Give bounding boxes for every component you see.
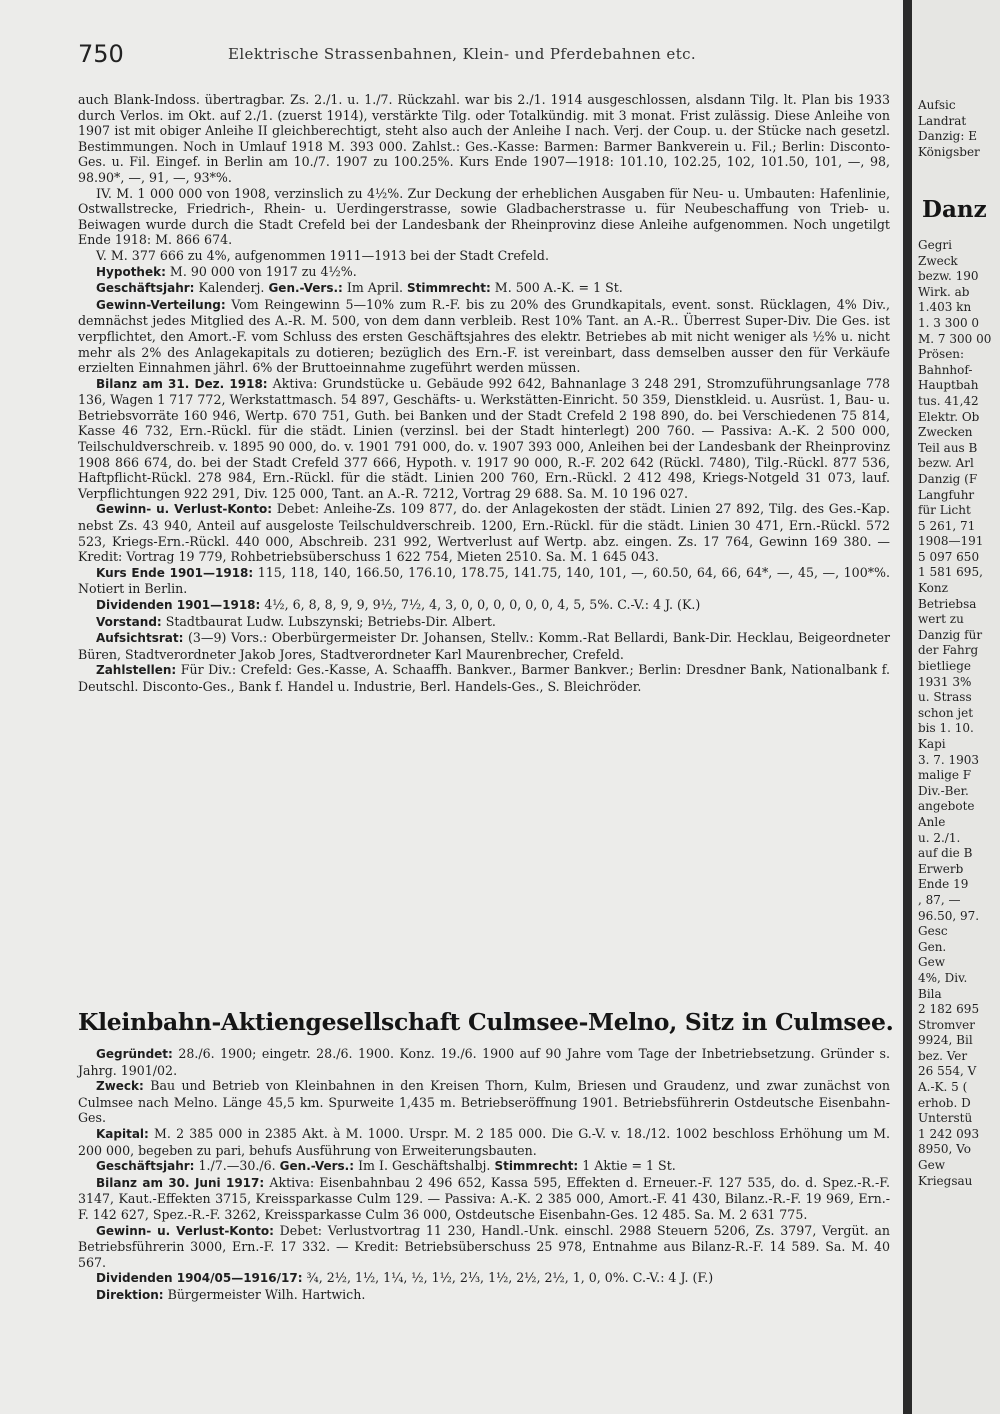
stimmrecht2-text: 1 Aktie = 1 St. [582,1158,676,1174]
right-page-line: Kapi [918,737,946,751]
right-page-lines [918,238,1000,1189]
geschaeftsjahr2-entry [78,1158,890,1175]
right-page-line: 4%, Div. [918,970,968,985]
right-page-line: Bila [918,986,942,1001]
geschaeftsjahr-label: Geschäftsjahr: [96,281,195,296]
vorstand-text: Stadtbaurat Ludw. Lubszynski; Betriebs-Dir. Albert. [165,613,496,629]
right-page-line: A.-K. 5 ( [918,1080,968,1095]
right-page-line: Gen. [918,939,947,954]
right-page-line: wert zu [918,612,964,627]
right-page-line: M. 7 300 00 [918,331,992,346]
kurs-entry [78,565,890,597]
dividenden2-label: Dividenden 1904/05—1916/17: [96,1271,303,1286]
aufsichtsrat-entry [78,630,890,662]
right-page-line: 9924, Bil [918,1033,973,1048]
right-page-line: der Fahrg [918,643,979,658]
right-page-line: für Licht [918,503,971,518]
section-culmsee-melno [78,1046,890,1304]
right-page-line: 5 097 650 [918,549,980,564]
dividenden-label: Dividenden 1901—1918: [96,598,261,612]
right-page-line: Konz [918,581,948,596]
stimmrecht-label: Stimmrecht: [407,281,491,296]
right-page-line: Hauptbah [918,378,979,393]
right-page-line: Langfuhr [918,487,975,502]
right-page-line: Stromver [918,1017,975,1032]
right-page-line: u. Strass [918,690,972,705]
right-page-line: bis 1. 10. [918,721,974,736]
right-page-line: Aufsic [918,98,956,112]
bilanz-entry [78,376,890,502]
right-page-line: 1 242 093 [918,1126,980,1141]
right-page-line: Div.-Ber. [918,783,969,798]
dividenden2-text: ¾, 2½, 1½, 1¼, ½, 1½, 2⅓, 1½, 2½, 2½, 1, 0, 0%. C.-V.: 4 J. (F.) [306,1270,714,1286]
right-page-title: Danz [922,196,987,223]
zahlstellen-text: Für Div.: Crefeld: Ges.-Kasse, A. Schaaffh. Bankver., Barmer Bankver.; Berlin: Dresdner Bank, Nationalbank f. Deutschl. Disconto-Ges., Bank f. Handel u. Industrie, Berl. Handels-Ges., S. Bleichröder. [78,662,890,694]
geschaeftsjahr-entry [78,280,890,297]
right-page-line: Bahnhof- [918,362,973,377]
right-page-line: Gesc [918,924,948,939]
anleihe-v: V. M. 377 666 zu 4%, aufgenommen 1911—1913 bei der Stadt Crefeld. [96,247,549,263]
zweck-entry [78,1078,890,1126]
right-page-line: angebote [918,799,975,814]
gewinnverteilung-entry [78,297,890,376]
running-head: Elektrische Strassenbahnen, Klein- und Pferdebahnen etc. [228,45,697,63]
direktion-text: Bürgermeister Wilh. Hartwich. [167,1286,366,1302]
page-number: 750 [78,40,124,68]
right-page-line: 1931 3% [918,674,972,689]
section-crefeld-continued [78,92,890,695]
aufsichtsrat-text: (3—9) Vors.: Oberbürgermeister Dr. Johansen, Stellv.: Komm.-Rat Bellardi, Bank-Dir. Hecklau, Beigeordneter Büren, Stadtverordneter Jakob Jores, Stadtverordneter Karl Maurenbrecher, Crefeld. [78,630,890,662]
dividenden-text: 4½, 6, 8, 8, 9, 9, 9½, 7½, 4, 3, 0, 0, 0, 0, 0, 0, 4, 5, 5%. C.-V.: 4 J. (K.) [264,597,701,612]
right-page-line: Wirk. ab [918,284,970,299]
right-page-line: u. 2./1. [918,830,961,845]
section-title-culmsee-melno: Kleinbahn-Aktiengesellschaft Culmsee-Melno, Sitz in Culmsee. [78,1008,894,1036]
right-page-line: tus. 41,42 [918,393,979,408]
dividenden2-entry [78,1270,890,1287]
right-page-line: Elektr. Ob [918,409,980,424]
right-page-line: Danzig für [918,627,983,642]
genvers-label: Gen.-Vers.: [268,281,343,296]
geschaeftsjahr2-label: Geschäftsjahr: [96,1159,195,1174]
right-page-line: Anle [918,814,946,829]
direktion-label: Direktion: [96,1287,164,1302]
right-page-line: Zweck [918,253,958,268]
kapital-label: Kapital: [96,1126,149,1141]
anleihe-iv: IV. M. 1 000 000 von 1908, verzinslich zu 4½%. Zur Deckung der erheblichen Ausgaben für Neu- u. Umbauten: Hafenlinie, Ostwallstrecke, Friedrich-, Rhein- u. Uerdingerstrasse, sowie Gladbacherstrasse u. für Neubeschaffung von Trieb- u. Beiwagen wurde durch die Stadt Crefeld bei der Landesbank der Rheinprovinz diese Anleihe aufgenommen. Noch ungetilgt Ende 1918: M. 866 674. [78,185,890,248]
gewinnverteilung-text: Vom Reingewinn 5—10% zum R.-F. bis zu 20% des Grundkapitals, event. sonst. Rücklagen, 4% Div., demnächst jedes Mitglied des A.-R. M. 500, von dem dann verbleib. Rest 10% Tant. an A.-R.. Überrest Super-Div. Die Ges. ist verpflichtet, den Amort.-F. vom Schluss des ersten Geschäftsjahres des elektr. Betriebes ab mit nicht weniger als ½% u. nicht mehr als 2% des Anlagekapitals zu dotieren; bezüglich des Ern.-F. ist vereinbart, dass demselben ausser den für Verkäufe erzielten Einnahmen jährl. 6% der Bruttoeinnahme zugeführt werden müssen. [78,296,890,376]
geschaeftsjahr2-text: 1./7.—30./6. [198,1158,276,1174]
right-page-line: 96.50, 97. [918,908,980,923]
right-page-line: Danzig (F [918,471,978,486]
right-page-line: 1 581 695, [918,565,983,580]
right-page-line: malige F [918,768,972,783]
stimmrecht2-label: Stimmrecht: [494,1159,579,1174]
right-page-line: 5 261, 71 [918,518,976,533]
vorstand-label: Vorstand: [96,614,162,629]
vorstand-entry [78,614,890,631]
bilanz2-entry [78,1175,890,1223]
hypothek-entry [78,264,890,281]
bilanz-label: Bilanz am 31. Dez. 1918: [96,376,268,391]
right-page-line: Prösen: [918,347,965,362]
stimmrecht-text: M. 500 A.-K. = 1 St. [494,280,623,296]
right-page-line: Ende 19 [918,877,969,892]
gegruendet-text: 28./6. 1900; eingetr. 28./6. 1900. Konz. 19./6. 1900 auf 90 Jahre vom Tage der Inbetriebsetzung. Gründer s. Jahrg. 1901/02. [78,1046,890,1078]
right-page-fragment [912,0,1000,1414]
guv-entry [78,501,890,564]
right-page-line: schon jet [918,705,974,720]
bilanz-text: Aktiva: Grundstücke u. Gebäude 992 642, Bahnanlage 3 248 291, Stromzuführungsanlage 778 136, Wagen 1 717 772, Werkstattmasch. 54 897, Geschäfts- u. Werkstätten-Einricht. 50 359, Dienstkleid. u. Ausrüst. 1, Bau- u. Betriebsvorräte 160 946, Wertp. 670 751, Guth. bei Banken und der Stadt Crefeld 2 198 890, do. bei Verschiedenen 75 814, Kasse 46 732, Ern.-Rückl. für die städt. Linien (verzinsl. bei der Stadt hinterlegt) 200 760. — Passiva: A.-K. 2 500 000, Teilschuldverschreib. v. 1895 90 000, do. v. 1901 791 000, do. v. 1907 393 000, Anleihen bei der Landesbank der Rheinprovinz 1908 866 674, do. bei der Stadt Crefeld 377 666, Hypoth. v. 1917 90 000, R.-F. 202 642 (Rückl. 7480), Tilg.-Rückl. 877 536, Haftpflicht-Rückl. 278 984, Ern.-Rückl. für die städt. Linien 200 760, Ern.-Rückl. 2 412 498, Kriegs-Notgeld 31 073, lauf. Verpflichtungen 922 291, Div. 125 000, Tant. an A.-R. 7212, Vortrag 29 688. Sa. M. 10 196 027. [78,375,890,501]
aufsichtsrat-label: Aufsichtsrat: [96,631,184,646]
right-page-line: 8950, Vo [918,1142,971,1157]
right-page-line: Königsber [918,144,980,159]
right-page-line: auf die B [918,846,973,861]
right-page-line: bez. Ver [918,1048,968,1063]
right-page-line: 1. 3 300 0 [918,315,980,330]
page-gutter [903,0,912,1414]
right-page-line: Gew [918,1158,945,1173]
kapital-text: M. 2 385 000 in 2385 Akt. à M. 1000. Urspr. M. 2 185 000. Die G.-V. v. 18./12. 1002 beschloss Erhöhung um M. 200 000, begeben zu pari, behufs Ausführung von Erweiterungsbauten. [78,1125,890,1158]
genvers2-label: Gen.-Vers.: [279,1159,355,1174]
right-page-line: 1908—191 [918,534,984,549]
gegruendet-label: Gegründet: [96,1047,173,1061]
right-page-line: Kriegsau [918,1173,973,1188]
bilanz2-text: Aktiva: Eisenbahnbau 2 496 652, Kassa 595, Effekten d. Erneuer.-F. 127 535, do. d. Spez.-R.-F. 3147, Kaut.-Effekten 3715, Kreissparkasse Culm 129. — Passiva: A.-K. 2 385 000, Amort.-F. 41 430, Bilanz.-R.-F. 19 969, Ern.-F. 142 627, Spez.-R.-F. 3262, Kreissparkasse Culm 36 000, Ostdeutsche Eisenbahn-Ges. 12 485. Sa. M. 2 631 775. [78,1174,890,1222]
right-page-line: bezw. 190 [918,269,979,284]
geschaeftsjahr-text: Kalenderj. [198,280,265,296]
right-page-line: 3. 7. 1903 [918,752,980,767]
kurs-label: Kurs Ende 1901—1918: [96,565,254,580]
gewinnverteilung-label: Gewinn-Verteilung: [96,297,226,312]
zahlstellen-entry [78,662,890,694]
bilanz2-label: Bilanz am 30. Juni 1917: [96,1175,265,1190]
right-page-line: Erwerb [918,861,964,876]
right-page-line: Gew [918,955,945,970]
hypothek-label: Hypothek: [96,264,166,279]
direktion-entry [78,1287,890,1304]
guv2-entry [78,1223,890,1271]
right-page-line: bezw. Arl [918,456,974,471]
right-page-line: Betriebsa [918,596,977,611]
right-page-top-lines [918,98,1000,160]
kurs-text: 115, 118, 140, 166.50, 176.10, 178.75, 141.75, 140, 101, —, 60.50, 64, 66, 64*, —, 45, —, 100*%. Notiert in Berlin. [78,564,890,597]
hypothek-text: M. 90 000 von 1917 zu 4½%. [169,263,357,279]
right-page-line: Zwecken [918,425,973,440]
right-page-line: , 87, — [918,892,961,907]
zweck-label: Zweck: [96,1079,144,1094]
right-page-line: 26 554, V [918,1064,977,1079]
right-page-line: Unterstü [918,1111,973,1126]
right-page-line: bietliege [918,659,972,674]
zweck-text: Bau und Betrieb von Kleinbahnen in den Kreisen Thorn, Kulm, Briesen und Graudenz, und zwar zunächst von Culmsee nach Melno. Länge 45,5 km. Spurweite 1,435 m. Betriebseröffnung 1901. Betriebsführerin Ostdeutsche Eisenbahn-Ges. [78,1078,890,1126]
right-page-line: 1.403 kn [918,300,972,315]
right-page-line: Teil aus B [918,440,978,455]
right-page-line: Landrat [918,113,967,128]
dividenden-entry [78,597,890,614]
right-page-line: 2 182 695 [918,1002,980,1017]
right-page-line: Gegri [918,238,952,252]
zahlstellen-label: Zahlstellen: [96,663,177,678]
guv2-text: Debet: Verlustvortrag 11 230, Handl.-Unk. einschl. 2988 Steuern 5206, Zs. 3797, Vergüt. an Betriebsführerin 3000, Ern.-F. 17 332. — Kredit: Betriebsüberschuss 25 978, Entnahme aus Bilanz-R.-F. 14 589. Sa. M. 40 567. [78,1222,890,1270]
genvers2-text: Im I. Geschäftshalbj. [358,1158,491,1174]
kapital-entry [78,1126,890,1158]
guv-label: Gewinn- u. Verlust-Konto: [96,502,272,517]
anleihe-intro: auch Blank-Indoss. übertragbar. Zs. 2./1. u. 1./7. Rückzahl. war bis 2./1. 1914 ausgeschlossen, alsdann Tilg. lt. Plan bis 1933 durch Verlos. im Okt. auf 2./1. (zuerst 1914), verstärkte Tilg. oder Totalkündig. mit 3 monat. Frist zulässig. Diese Anleihe von 1907 ist mit obiger Anleihe II gleichberechtigt, steht also auch der Anleihe I nach. Verj. der Coup. u. der Stücke nach gesetzl. Bestimmungen. Noch in Umlauf 1918 M. 393 000. Zahlst.: Ges.-Kasse: Barmen: Barmer Bankverein u. Fil.; Berlin: Disconto-Ges. u. Fil. Eingef. in Berlin am 10./7. 1907 zu 100.25%. Kurs Ende 1907—1918: 101.10, 102.25, 102, 101.50, 101, —, 98, 98.90*, —, 91, —, 93*%. [78,92,890,185]
guv2-label: Gewinn- u. Verlust-Konto: [96,1223,274,1238]
genvers-text: Im April. [346,280,404,296]
right-page-line: Danzig: E [918,129,977,144]
gegruendet-entry [78,1046,890,1078]
guv-text: Debet: Anleihe-Zs. 109 877, do. der Anlagekosten der städt. Linien 27 892, Tilg. des Ges.-Kap. nebst Zs. 43 940, Anteil auf ausgeloste Teilschuldverschreib. 1200, Ern.-Rückl. für die städt. Linien 30 471, Ern.-Rückl. 572 523, Kriegs-Ern.-Rückl. 440 000, Abschreib. 231 992, Wertverlust auf Wertp. abz. eingen. Zs. 17 764, Gewinn 169 380. — Kredit: Vortrag 19 779, Rohbetriebsüberschuss 1 622 754, Mieten 2510. Sa. M. 1 645 043. [78,501,890,565]
right-page-line: erhob. D [918,1095,971,1110]
